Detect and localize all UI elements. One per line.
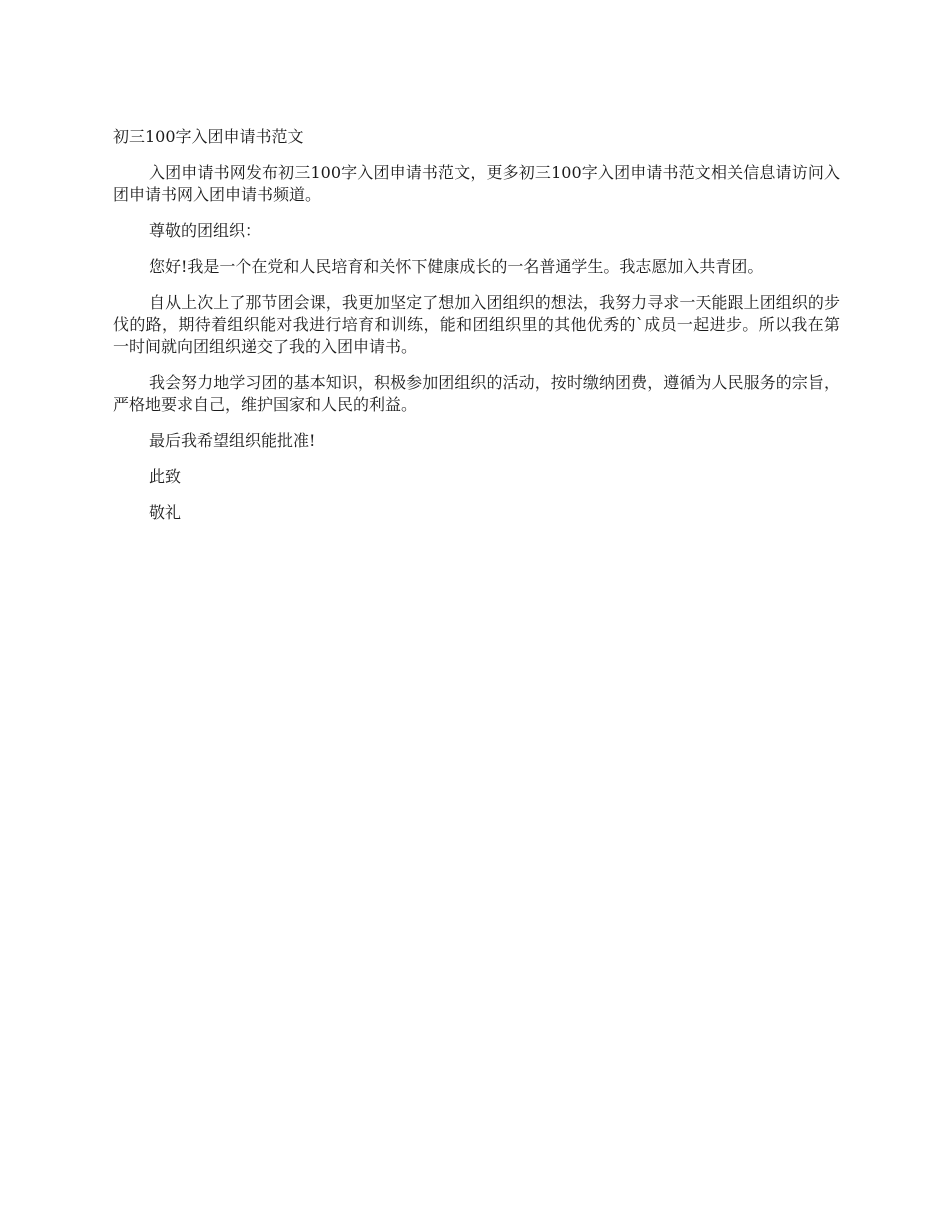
intro-paragraph: 入团申请书网发布初三100字入团申请书范文，更多初三100字入团申请书范文相关信息请访问入团申请书网入团申请书频道。	[113, 163, 840, 204]
document-title: 初三100字入团申请书范文	[113, 127, 304, 146]
salutation: 尊敬的团组织：	[149, 221, 262, 240]
body-paragraph-1: 自从上次上了那节团会课，我更加坚定了想加入团组织的想法，我努力寻求一天能跟上团组织的步伐的路，期待着组织能对我进行培育和训练，能和团组织里的其他优秀的`成员一起进步。所以我在第一时间就向团组织递交了我的入团申请书。	[113, 293, 840, 356]
closing-request: 最后我希望组织能批准!	[149, 431, 316, 450]
closing-cizhi: 此致	[149, 467, 182, 486]
document-body	[113, 126, 840, 538]
closing-jingli: 敬礼	[149, 503, 182, 522]
greeting-paragraph: 您好!我是一个在党和人民培育和关怀下健康成长的一名普通学生。我志愿加入共青团。	[149, 257, 764, 276]
body-paragraph-2: 我会努力地学习团的基本知识，积极参加团组织的活动，按时缴纳团费，遵循为人民服务的宗旨，严格地要求自己，维护国家和人民的利益。	[113, 373, 840, 414]
